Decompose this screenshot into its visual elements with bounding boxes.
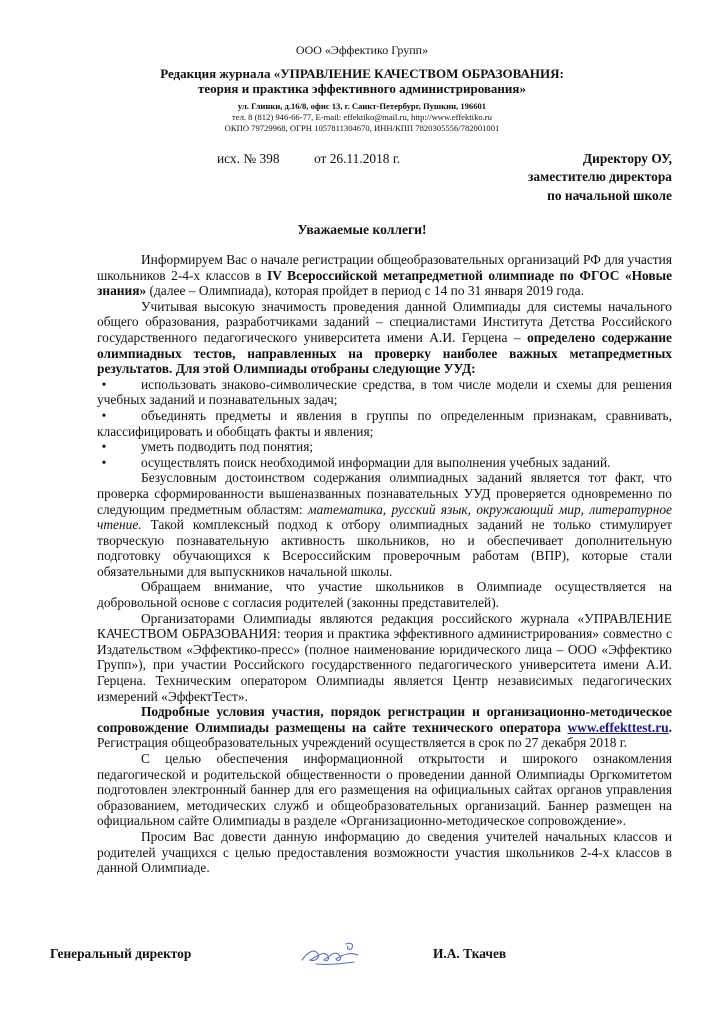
bullet-icon: • <box>101 439 107 455</box>
list-item: • осуществлять поиск необходимой информации для выполнения учебных заданий. <box>97 455 672 471</box>
paragraph-request: Просим Вас довести данную информацию до сведения учителей начальных классов и родителей учащихся с целью предоставления возможности участия школьников 2-4-х классов в данной Олимпиаде. <box>97 828 672 876</box>
list-item: • использовать знаково-символические средства, в том числе модели и схемы для решения учебных заданий и познавательных задач; <box>97 376 672 408</box>
paragraph-registration: Подробные условия участия, порядок регистрации и организационно-методическое сопровождение Олимпиады размещены на сайте технического оператора www.effekttest.ru. Регистрация общеобразовательных учреждений осуществляется в срок по 27 декабря 2018 г. <box>97 704 672 751</box>
paragraph-voluntary: Обращаем внимание, что участие школьников в Олимпиаде осуществляется на добровольной основе с согласия родителей (законны представителей). <box>97 579 672 611</box>
addressee-line2: заместителю директора <box>528 169 672 184</box>
letterhead-contacts: тел. 8 (812) 946-66-77, E-mail: effektiko@mail.ru, http://www.effektiko.ru <box>232 112 492 122</box>
letterhead-codes: ОКПО 79729968, ОГРН 1057811304670, ИНН/КПП 7820305556/782001001 <box>224 123 500 133</box>
list-item: • объединять предметы и явления в группы по определенным признакам, сравнивать, классифицировать и обобщать факты и явления; <box>97 407 672 439</box>
bullet-icon: • <box>101 376 107 392</box>
paragraph-significance: Учитывая высокую значимость проведения данной Олимпиады для системы начального общего образования, разработчиками заданий – специалистами Института Детства Российского государственного педагогического университета имени А.И. Герцена – определено содержание олимпиадных тестов, направленных на проверку наиболее важных метапредметных результатов. Для этой Олимпиады отобраны следующие УУД: <box>97 298 672 377</box>
ref-date: от 26.11.2018 г. <box>314 151 401 166</box>
operator-site-link[interactable]: www.effekttest.ru <box>567 719 669 735</box>
paragraph-organizers: Организаторами Олимпиады являются редакция российского журнала «УПРАВЛЕНИЕ КАЧЕСТВОМ ОБРАЗОВАНИЯ: теория и практика эффективного администрирования» совместно с Издательством «Эффектико-пресс» (полное наименование юридического лица – ООО «Эффектико Групп»), при участии Российского государственного педагогического университета имени А.И. Герцена. Техническим оператором Олимпиады является Центр независимых педагогических измерений «ЭффектТест». <box>97 610 672 704</box>
addressee-line1: Директору ОУ, <box>582 151 672 166</box>
list-item: • уметь подводить под понятия; <box>97 439 672 455</box>
signature-name: И.А. Ткачев <box>433 946 507 961</box>
ref-number: исх. № 398 <box>217 151 280 166</box>
addressee-line3: по начальной школе <box>547 188 672 203</box>
handwritten-signature <box>296 934 366 970</box>
letterhead-address: ул. Глинки, д.16/8, офис 13, г. Санкт-Петербург, Пушкин, 196601 <box>237 101 487 111</box>
paragraph-banner: С целью обеспечения информационной открытости и широкого ознакомления педагогической и родительской общественности о проведении данной Олимпиады Оргкомитетом подготовлен электронный баннер для его размещения на официальных сайтах органов управления образованием, методических служб и общеобразовательных организаций. Баннер размещен на официальном сайте Олимпиады в разделе «Организационно-методическое сопровождение». <box>97 751 672 829</box>
bullet-icon: • <box>101 407 107 423</box>
paragraph-intro: Информируем Вас о начале регистрации общеобразовательных организаций РФ для участия школьников 2-4-х классов в IV Всероссийской метапредметной олимпиаде по ФГОС «Новые знания» (далее – Олимпиада), которая пройдет в период с 14 по 31 января 2019 года. <box>97 252 673 299</box>
bullet-icon: • <box>101 454 107 470</box>
letter-body <box>97 252 672 876</box>
letterhead-title-line2: теория и практика эффективного администрирования» <box>198 81 526 96</box>
signature-position: Генеральный директор <box>50 946 192 961</box>
signature-ink <box>302 943 358 964</box>
letterhead-org: ООО «Эффектико Групп» <box>295 43 429 57</box>
paragraph-advantages: Безусловным достоинством содержания олимпиадных заданий является тот факт, что проверка сформированности вышеназванных познавательных УУД проверяется одновременно по следующим предметным областям: математика, русский язык, окружающий мир, литературное чтение. Такой комплексный подход к отбору олимпиадных заданий не только стимулирует творческую познавательную активность школьников, но и обеспечивает дополнительную подготовку обучающихся к Всероссийским проверочным работам (ВПР), которые стали обязательными для выпускников начальной школы. <box>97 470 672 579</box>
skills-list <box>97 377 672 471</box>
greeting: Уважаемые коллеги! <box>297 222 427 237</box>
letterhead-title-line1: Редакция журнала «УПРАВЛЕНИЕ КАЧЕСТВОМ ОБРАЗОВАНИЯ: <box>160 66 564 81</box>
